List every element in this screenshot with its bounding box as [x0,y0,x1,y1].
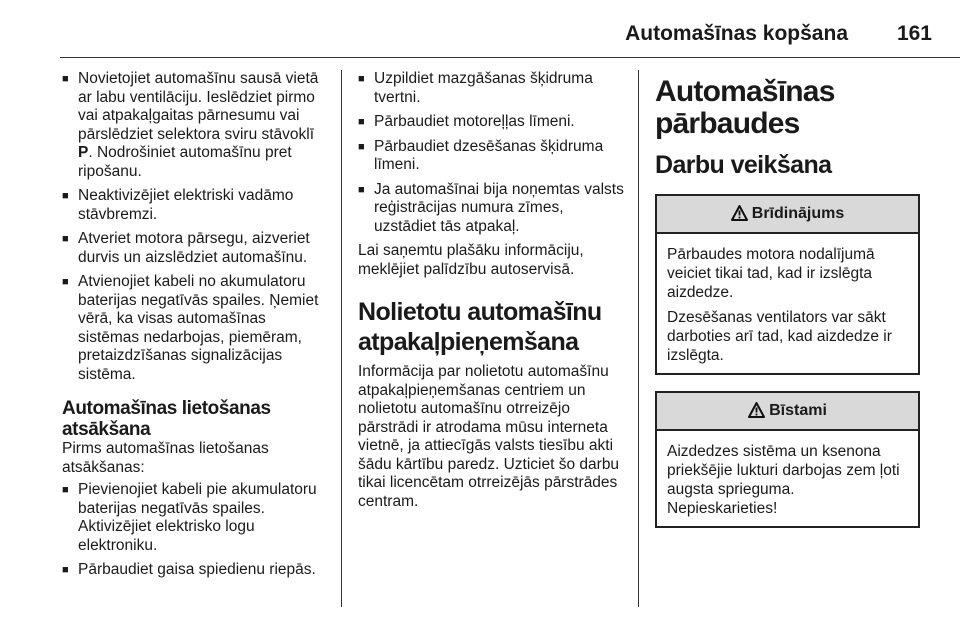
list-item: ■ Novietojiet automašīnu sausā vietā ar labu ventilāciju. Ieslēdziet pirmo vai atpakaļgaitas pārnesumu vai pārslēdziet selektora sviru stāvoklī P. Nodrošiniet automašīnu pret ripošanu. [62,70,328,181]
end-of-life-paragraph: Informācija par nolietotu automašīnu atpakaļpieņemšanas centriem un nolietotu automašīnu otrreizējo pārstrādi ir atrodama mūsu interneta vietnē, ja attiecīgās valsts tiesību akti šādu kārtību paredz. Uzticiet šo darbu tikai licencētam otrreizējās pārstrādes centram. [358,363,620,510]
section-heading-work: Darbu veikšana [655,151,832,179]
page-header [0,0,960,60]
list-item: ■ Neaktivizējiet elektriski vadāmo stāvbremzi. [62,187,328,224]
column-2 [358,70,624,511]
section-heading-recommissioning: Automašīnas lietošanas atsākšana [62,398,271,440]
warning-triangle-icon [748,396,765,432]
list-item: ■ Pārbaudiet gaisa spiedienu riepās. [62,561,328,580]
column-divider-2 [638,70,639,607]
warning-box-label: Brīdinājums [751,205,845,222]
header-divider [60,57,960,58]
danger-box-label: Bīstami [769,402,827,419]
section-heading-end-of-life: Nolietotu automašīnu atpakaļpieņemšana [358,298,602,356]
column-1 [62,70,328,586]
danger-box [655,391,920,528]
warning-box [655,194,920,375]
service-note: Lai saņemtu plašāku informāciju, meklējiet palīdzību autoservisā. [358,242,584,278]
recommissioning-steps-continued [358,70,624,236]
warning-triangle-icon [731,199,748,235]
storage-steps-list [62,70,328,384]
danger-box-body: Aizdedzes sistēma un ksenona priekšējie lukturi darbojas zem ļoti augsta sprieguma. Nepieskarieties! [667,443,900,517]
selector-position-p: P [78,144,89,161]
page-number: 161 [896,22,932,45]
recommissioning-steps-list [62,481,328,580]
list-item: ■ Pārbaudiet motoreļļas līmeni. [358,113,624,132]
list-item: ■ Ja automašīnai bija noņemtas valsts reģistrācijas numura zīmes, uzstādiet tās atpakaļ. [358,181,624,237]
recommissioning-intro: Pirms automašīnas lietošanas atsākšanas: [62,440,269,476]
running-title: Automašīnas kopšana [625,22,848,45]
list-item: ■ Pārbaudiet dzesēšanas šķidruma līmeni. [358,138,624,175]
warning-box-header [657,196,918,234]
chapter-heading: Automašīnas pārbaudes [655,75,835,140]
column-3 [655,76,920,528]
list-item: ■ Atveriet motora pārsegu, aizveriet durvis un aizslēdziet automašīnu. [62,230,328,267]
list-item: ■ Pievienojiet kabeli pie akumulatoru baterijas negatīvās spailes. Aktivizējiet elektrisko logu elektroniku. [62,481,328,555]
list-item: ■ Atvienojiet kabeli no akumulatoru baterijas negatīvās spailes. Ņemiet vērā, ka visas automašīnas sistēmas nedarbojas, piemēram, pretaizdzīšanas signalizācijas sistēma. [62,273,328,384]
column-divider-1 [341,70,342,607]
danger-box-header [657,393,918,431]
warning-box-body: Pārbaudes motora nodalījumā veiciet tikai tad, kad ir izslēgta aizdedze. Dzesēšanas ventilators var sākt darboties arī tad, kad aizdedze ir izslēgta. [667,246,892,364]
list-item: ■ Uzpildiet mazgāšanas šķidruma tvertni. [358,70,624,107]
